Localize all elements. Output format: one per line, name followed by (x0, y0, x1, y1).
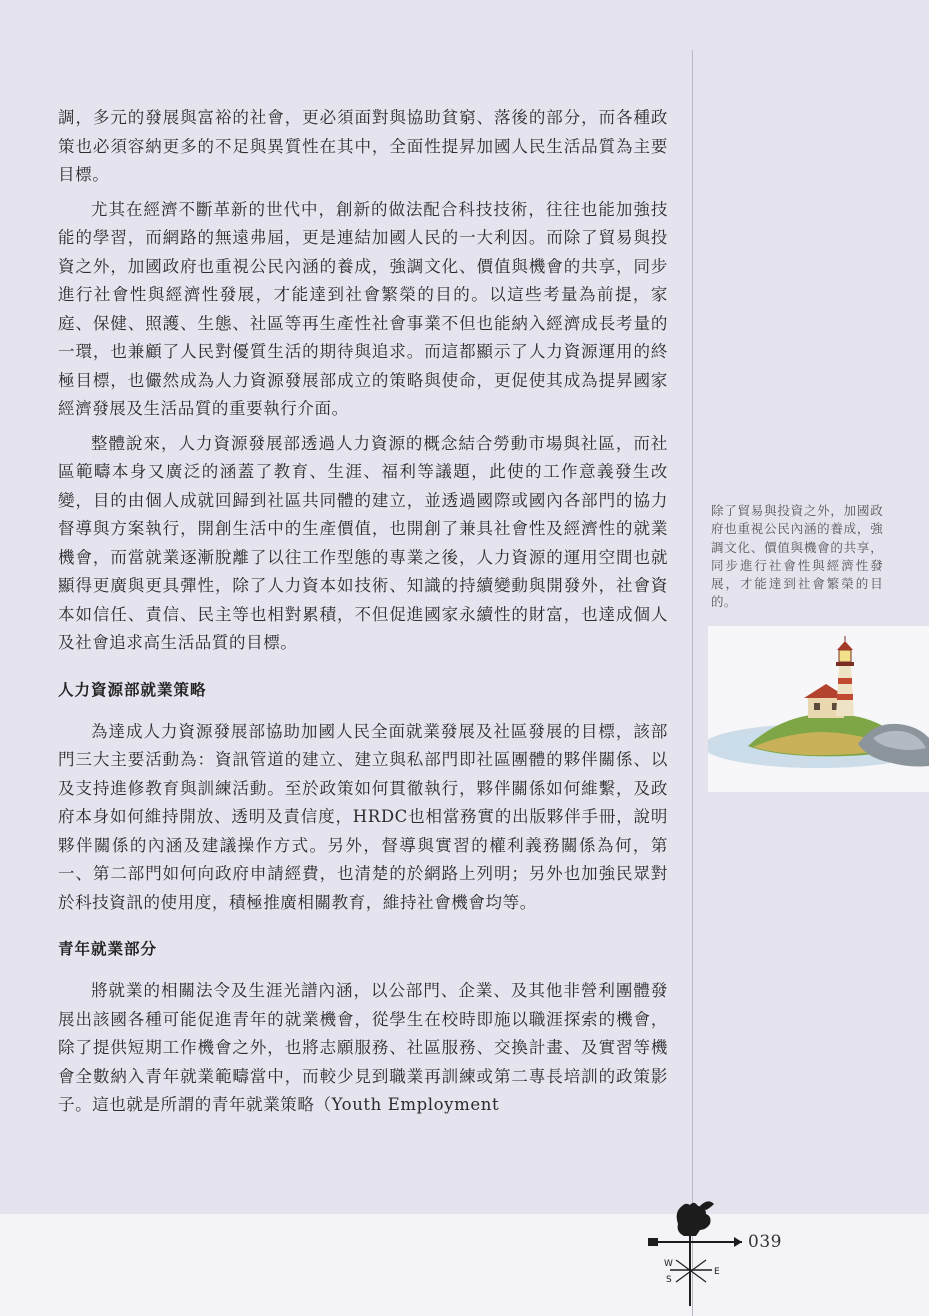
section-heading-youth-employment: 青年就業部分 (58, 940, 158, 958)
page-number: 039 (748, 1232, 782, 1252)
column-divider (692, 50, 693, 1316)
body-paragraph-5: 將就業的相關法令及生涯光譜內涵，以公部門、企業、及其他非營利團體發展出該國各種可能促進青年的就業機會，從學生在校時即施以職涯探索的機會，除了提供短期工作機會之外，也將志願服務、社區服務、交換計畫、及實習等機會全數納入青年就業範疇當中，而較少見到職業再訓練或第二專長培訓的政策影子。這也就是所謂的青年就業策略（Youth Employment (58, 981, 668, 1114)
main-text-column (58, 104, 668, 1120)
body-paragraph-4: 為達成人力資源發展部協助加國人民全面就業發展及社區發展的目標，該部門三大主要活動為：資訊管道的建立、建立與私部門即社區團體的夥伴關係、以及支持進修教育與訓練活動。至於政策如何貫徹執行，夥伴關係如何維繫，及政府本身如何維持開放、透明及責信度，HRDC也相當務實的出版夥伴手冊，說明夥伴關係的內涵及建議操作方式。另外，督導與實習的權利義務關係為何，第一、第二部門如何向政府申請經費，也清楚的於網路上列明；另外也加強民眾對於科技資訊的使用度，積極推廣相關教育，維持社會機會均等。 (58, 721, 668, 912)
body-paragraph-3: 整體說來，人力資源發展部透過人力資源的概念結合勞動市場與社區，而社區範疇本身又廣泛的涵蓋了教育、生涯、福利等議題，此使的工作意義發生改變，目的由個人成就回歸到社區共同體的建立，並透過國際或國內各部門的協力督導與方案執行，開創生活中的生產價值，也開創了兼具社會性及經濟性的就業機會，而當就業逐漸脫離了以往工作型態的專業之後，人力資源的運用空間也就顯得更廣與更具彈性，除了人力資本如技術、知識的持續變動與開發外，社會資本如信任、責信、民主等也相對累積，不但促進國家永續性的財富，也達成個人及社會追求高生活品質的目標。 (58, 433, 668, 652)
page-background-lower (0, 1214, 929, 1316)
section-heading-employment-strategy: 人力資源部就業策略 (58, 680, 207, 699)
weathervane-rooster-icon (640, 1196, 750, 1306)
compass-letter-w: W (664, 1259, 673, 1269)
body-paragraph-2: 尤其在經濟不斷革新的世代中，創新的做法配合科技技術，往往也能加強技能的學習，而網路的無遠弗屆，更是連結加國人民的一大利因。而除了貿易與投資之外，加國政府也重視公民內涵的養成，強調文化、價值與機會的共享，同步進行社會性與經濟性發展，才能達到社會繁榮的目的。以這些考量為前提，家庭、保健、照護、生態、社區等再生產性社會事業不但也能納入經濟成長考量的一環，也兼顧了人民對優質生活的期待與追求。而這都顯示了人力資源運用的終極目標，也儼然成為人力資源發展部成立的策略與使命，更促使其成為提昇國家經濟發展及生活品質的重要執行介面。 (58, 199, 668, 418)
compass-letter-s: S (666, 1275, 672, 1285)
sidebar-pull-quote: 除了貿易與投資之外，加國政府也重視公民內涵的養成，強調文化、價值與機會的共享，同步進行社會性與經濟性發展，才能達到社會繁榮的目的。 (711, 503, 883, 610)
compass-letter-e: E (714, 1267, 720, 1277)
body-paragraph-1: 調，多元的發展與富裕的社會，更必須面對與協助貧窮、落後的部分，而各種政策也必須容納更多的不足與異質性在其中，全面性提昇加國人民生活品質為主要目標。 (58, 108, 668, 184)
lighthouse-island-illustration (708, 626, 929, 792)
